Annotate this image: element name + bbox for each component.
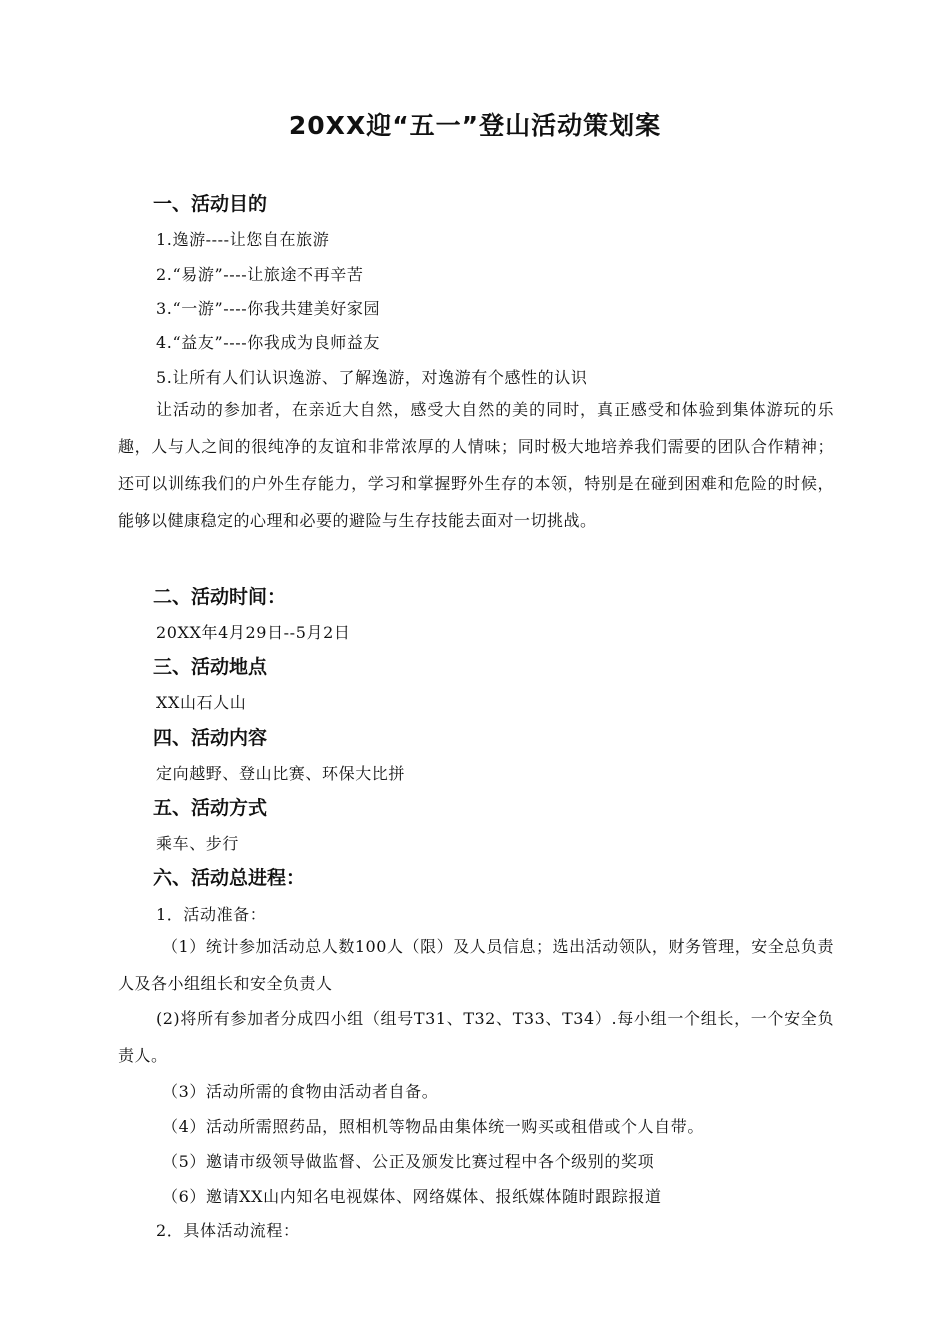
prep-item-4: （4）活动所需照药品，照相机等物品由集体统一购买或租借或个人自带。 (162, 1117, 704, 1136)
section-heading-location: 三、活动地点 (153, 656, 268, 678)
goal-item-4: 4.“益友”----你我成为良师益友 (156, 333, 381, 352)
prep-item-6: （6）邀请XX山内知名电视媒体、网络媒体、报纸媒体随时跟踪报道 (162, 1187, 662, 1206)
section-heading-process: 六、活动总进程： (153, 867, 306, 889)
prep-item-2: (2)将所有参加者分成四小组（组号T31、T32、T33、T34）.每小组一个组长，一个安全负责人。 (118, 1009, 834, 1065)
goal-item-5: 5.让所有人们认识逸游、了解逸游，对逸游有个感性的认识 (156, 368, 588, 387)
prep-item-3: （3）活动所需的食物由活动者自备。 (162, 1082, 439, 1101)
goal-item-1: 1.逸游----让您自在旅游 (156, 230, 330, 249)
goal-item-2: 2.“易游”----让旅途不再辛苦 (156, 265, 364, 284)
prep-item-1: （1）统计参加活动总人数100人（限）及人员信息；选出活动领队，财务管理，安全总负责人及各小组组长和安全负责人 (118, 937, 834, 993)
goals-paragraph: 让活动的参加者，在亲近大自然，感受大自然的美的同时，真正感受和体验到集体游玩的乐趣，人与人之间的很纯净的友谊和非常浓厚的人情味；同时极大地培养我们需要的团队合作精神；还可以训练我们的户外生存能力，学习和掌握野外生存的本领，特别是在碰到困难和危险的时候，能够以健康稳定的心理和必要的避险与生存技能去面对一切挑战。 (118, 400, 834, 530)
prep-item-5: （5）邀请市级领导做监督、公正及颁发比赛过程中各个级别的奖项 (162, 1152, 655, 1171)
activity-location: XX山石人山 (156, 693, 247, 712)
section-heading-content: 四、活动内容 (153, 727, 268, 749)
prep-title: 1．活动准备： (156, 905, 267, 924)
activity-time: 20XX年4月29日--5月2日 (156, 623, 351, 642)
section-heading-method: 五、活动方式 (153, 797, 268, 819)
activity-method: 乘车、步行 (156, 834, 240, 853)
activity-content: 定向越野、登山比赛、环保大比拼 (156, 764, 406, 783)
flow-title: 2．具体活动流程： (156, 1221, 300, 1240)
section-heading-goals: 一、活动目的 (153, 193, 268, 215)
goal-item-3: 3.“一游”----你我共建美好家园 (156, 299, 381, 318)
section-heading-time: 二、活动时间： (153, 586, 287, 608)
document-title: 20XX迎“五一”登山活动策划案 (288, 111, 662, 140)
